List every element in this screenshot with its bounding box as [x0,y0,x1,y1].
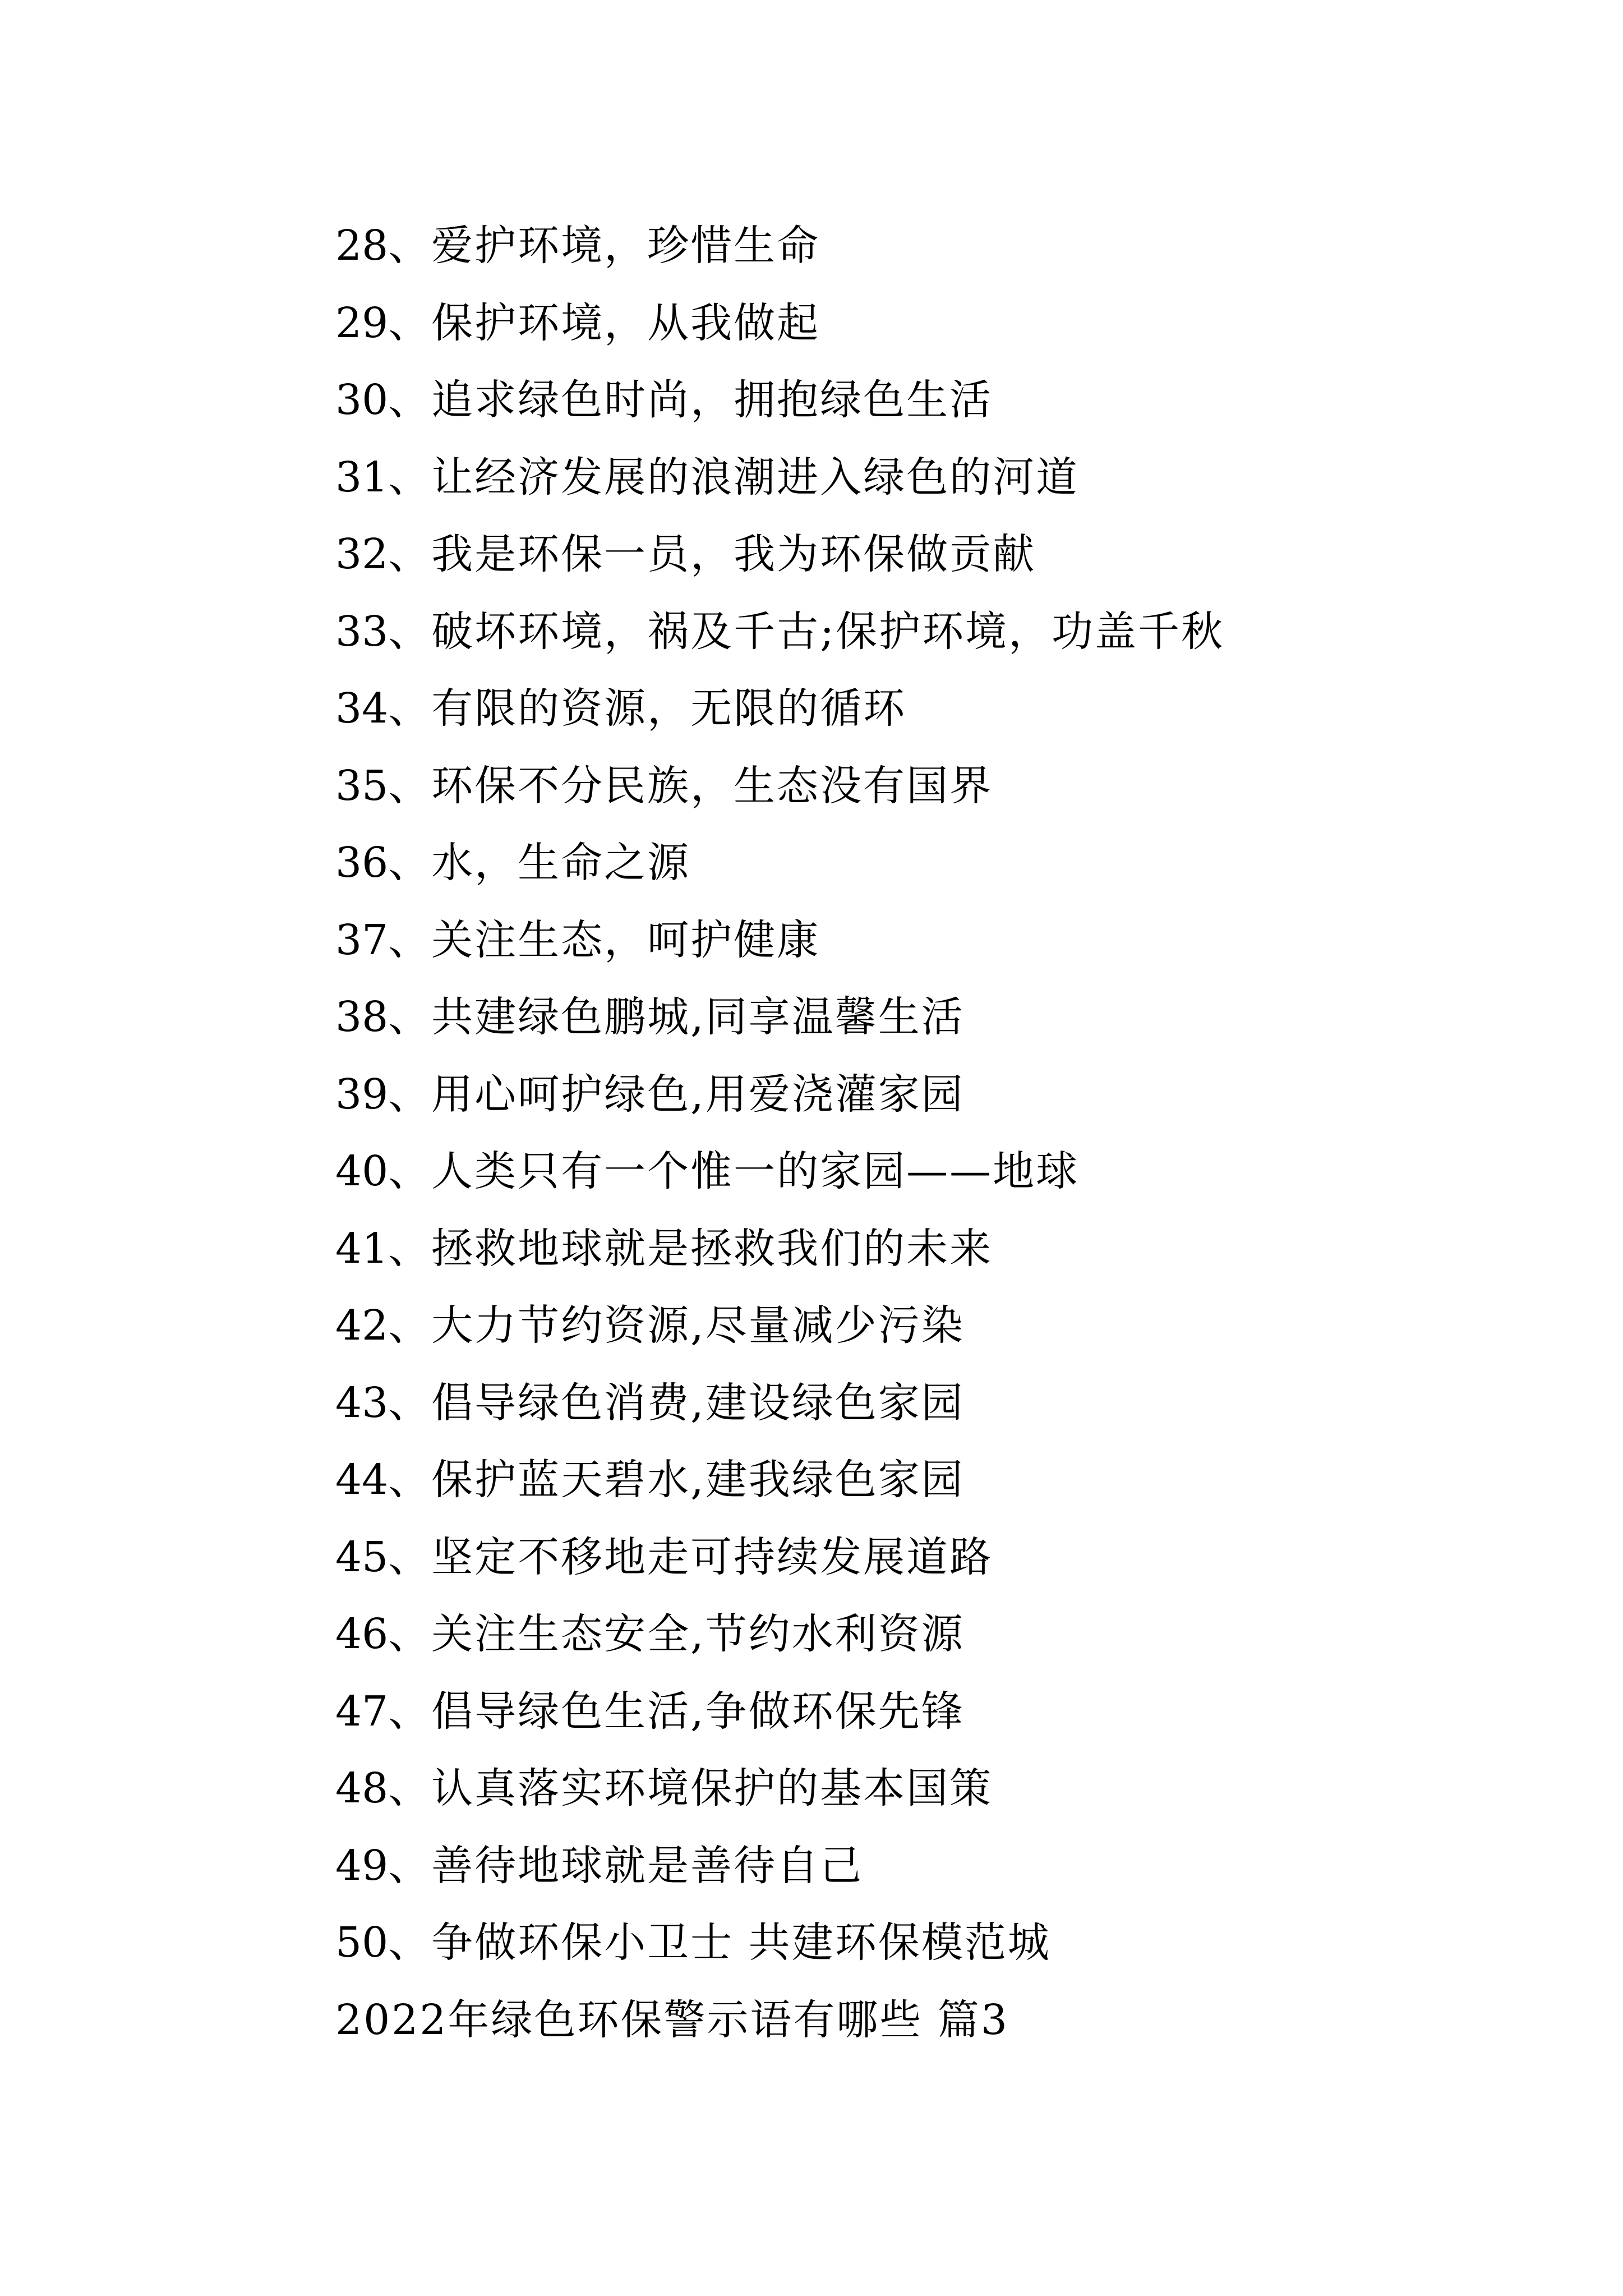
list-item [335,516,1513,593]
item-text: 关注生态，呵护健康 [431,915,820,964]
item-number: 48 [335,1764,389,1812]
list-item [335,362,1513,439]
item-separator: 、 [388,1456,432,1504]
item-separator: 、 [388,915,432,964]
item-text: 环保不分民族，生态没有国界 [431,761,993,810]
item-separator: 、 [388,1687,432,1736]
item-separator: 、 [388,761,432,810]
item-text: 水，生命之源 [431,839,691,887]
item-separator: 、 [388,1378,432,1427]
list-item [335,208,1513,285]
item-separator: 、 [388,376,432,424]
item-text: 善待地球就是善待自己 [431,1841,864,1890]
item-text: 共建绿色鹏城,同享温馨生活 [431,993,965,1041]
list-item [335,1750,1513,1828]
item-text: 有限的资源，无限的循环 [431,684,907,733]
item-text: 拯救地球就是拯救我们的未来 [431,1224,993,1273]
item-text: 追求绿色时尚，拥抱绿色生活 [431,376,993,424]
item-separator: 、 [388,1764,432,1812]
section-heading: 2022年绿色环保警示语有哪些 篇3 [335,1995,1009,2044]
item-separator: 、 [388,1610,432,1658]
item-number: 33 [335,607,389,656]
item-number: 28 [335,222,389,270]
list-item [335,748,1513,825]
list-item [335,593,1513,671]
item-separator: 、 [388,530,432,578]
item-number: 36 [335,839,389,887]
item-number: 34 [335,684,389,733]
item-separator: 、 [388,1301,432,1350]
list-item [335,1287,1513,1365]
item-separator: 、 [388,453,432,501]
list-item [335,979,1513,1056]
list-item [335,1365,1513,1442]
item-number: 31 [335,453,389,501]
item-separator: 、 [388,298,432,347]
slogan-list [335,208,1513,1982]
list-item [335,1442,1513,1519]
list-item [335,285,1513,362]
item-text: 让经济发展的浪潮进入绿色的河道 [431,453,1080,501]
item-text: 保护环境，从我做起 [431,298,820,347]
item-text: 倡导绿色生活,争做环保先锋 [431,1687,965,1736]
item-text: 认真落实环境保护的基本国策 [431,1764,993,1812]
list-item [335,1056,1513,1134]
item-number: 47 [335,1687,389,1736]
item-number: 45 [335,1533,389,1581]
item-number: 42 [335,1301,389,1350]
item-text: 保护蓝天碧水,建我绿色家园 [431,1456,965,1504]
item-separator: 、 [388,1841,432,1890]
item-text: 关注生态安全,节约水利资源 [431,1610,965,1658]
item-separator: 、 [388,222,432,270]
list-item [335,825,1513,902]
item-number: 50 [335,1918,389,1967]
list-item [335,439,1513,517]
list-item [335,902,1513,979]
item-number: 39 [335,1070,389,1119]
item-number: 41 [335,1224,389,1273]
item-separator: 、 [388,1533,432,1581]
list-item [335,1904,1513,1982]
list-item [335,1519,1513,1596]
item-number: 40 [335,1147,389,1195]
list-item [335,1673,1513,1751]
list-item [335,1133,1513,1211]
item-text: 爱护环境，珍惜生命 [431,222,820,270]
item-separator: 、 [388,1224,432,1273]
item-text: 我是环保一员，我为环保做贡献 [431,530,1036,578]
item-number: 46 [335,1610,389,1658]
item-text: 坚定不移地走可持续发展道路 [431,1533,993,1581]
item-separator: 、 [388,839,432,887]
item-number: 49 [335,1841,389,1890]
item-separator: 、 [388,993,432,1041]
item-number: 38 [335,993,389,1041]
item-number: 35 [335,761,389,810]
item-number: 30 [335,376,389,424]
item-number: 29 [335,298,389,347]
item-number: 43 [335,1378,389,1427]
item-separator: 、 [388,607,432,656]
item-number: 44 [335,1456,389,1504]
list-item [335,670,1513,748]
document-body [335,208,1513,2059]
item-separator: 、 [388,1070,432,1119]
item-separator: 、 [388,684,432,733]
item-text: 争做环保小卫士 共建环保模范城 [431,1918,1051,1967]
item-text: 人类只有一个惟一的家园——地球 [431,1147,1080,1195]
item-number: 37 [335,915,389,964]
item-text: 倡导绿色消费,建设绿色家园 [431,1378,965,1427]
list-item [335,1211,1513,1288]
item-separator: 、 [388,1918,432,1967]
item-text: 大力节约资源,尽量减少污染 [431,1301,965,1350]
list-item [335,1596,1513,1673]
list-item [335,1828,1513,1905]
item-text: 破坏环境，祸及千古;保护环境，功盖千秋 [431,607,1225,656]
item-number: 32 [335,530,389,578]
item-text: 用心呵护绿色,用爱浇灌家园 [431,1070,965,1119]
item-separator: 、 [388,1147,432,1195]
